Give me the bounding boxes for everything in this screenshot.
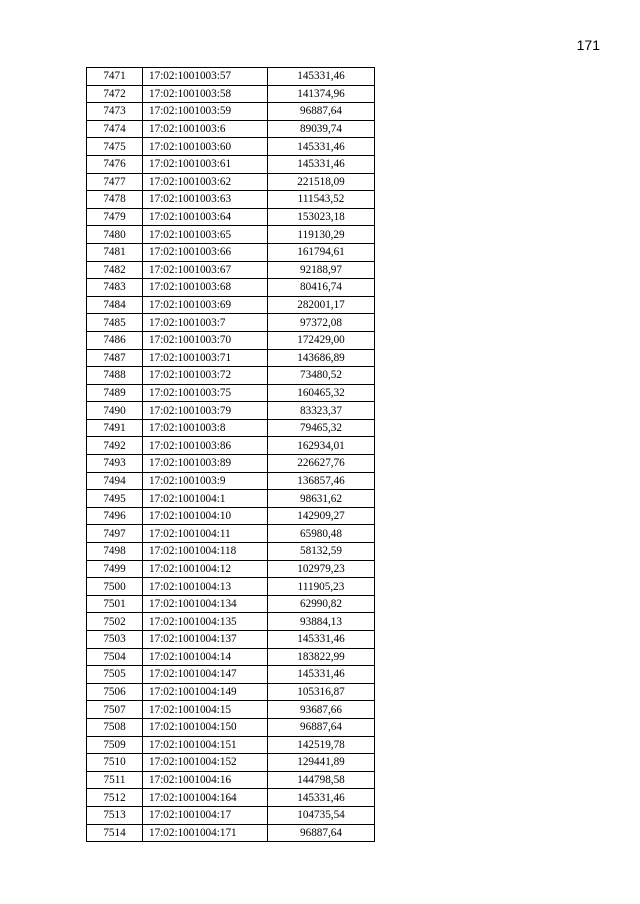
cadastral-value-cell: 141374,96 bbox=[268, 85, 375, 103]
cadastral-value-cell: 96887,64 bbox=[268, 824, 375, 842]
cadastral-value-cell: 105316,87 bbox=[268, 683, 375, 701]
cadastral-number-cell: 17:02:1001003:70 bbox=[143, 331, 268, 349]
cadastral-value-cell: 58132,59 bbox=[268, 543, 375, 561]
row-number-cell: 7506 bbox=[87, 683, 143, 701]
table-row bbox=[87, 631, 375, 649]
table-row bbox=[87, 613, 375, 631]
table-row bbox=[87, 824, 375, 842]
cadastral-number-cell: 17:02:1001003:72 bbox=[143, 367, 268, 385]
table-row bbox=[87, 578, 375, 596]
row-number-cell: 7472 bbox=[87, 85, 143, 103]
cadastral-number-cell: 17:02:1001003:62 bbox=[143, 173, 268, 191]
cadastral-value-cell: 144798,58 bbox=[268, 771, 375, 789]
cadastral-number-cell: 17:02:1001003:65 bbox=[143, 226, 268, 244]
table-row bbox=[87, 402, 375, 420]
row-number-cell: 7511 bbox=[87, 771, 143, 789]
cadastral-number-cell: 17:02:1001003:58 bbox=[143, 85, 268, 103]
cadastral-number-cell: 17:02:1001003:9 bbox=[143, 472, 268, 490]
row-number-cell: 7473 bbox=[87, 103, 143, 121]
table-row bbox=[87, 490, 375, 508]
cadastral-value-cell: 142909,27 bbox=[268, 507, 375, 525]
row-number-cell: 7513 bbox=[87, 806, 143, 824]
row-number-cell: 7492 bbox=[87, 437, 143, 455]
row-number-cell: 7491 bbox=[87, 419, 143, 437]
cadastral-number-cell: 17:02:1001003:79 bbox=[143, 402, 268, 420]
cadastral-number-cell: 17:02:1001004:134 bbox=[143, 595, 268, 613]
table-row bbox=[87, 525, 375, 543]
cadastral-value-cell: 129441,89 bbox=[268, 754, 375, 772]
table-row bbox=[87, 560, 375, 578]
table-row bbox=[87, 543, 375, 561]
cadastral-value-cell: 183822,99 bbox=[268, 648, 375, 666]
table-row bbox=[87, 472, 375, 490]
cadastral-number-cell: 17:02:1001004:14 bbox=[143, 648, 268, 666]
row-number-cell: 7486 bbox=[87, 331, 143, 349]
cadastral-value-cell: 172429,00 bbox=[268, 331, 375, 349]
row-number-cell: 7488 bbox=[87, 367, 143, 385]
row-number-cell: 7497 bbox=[87, 525, 143, 543]
cadastral-number-cell: 17:02:1001004:147 bbox=[143, 666, 268, 684]
row-number-cell: 7487 bbox=[87, 349, 143, 367]
row-number-cell: 7499 bbox=[87, 560, 143, 578]
cadastral-value-cell: 111543,52 bbox=[268, 191, 375, 209]
cadastral-number-cell: 17:02:1001004:164 bbox=[143, 789, 268, 807]
cadastral-value-cell: 62990,82 bbox=[268, 595, 375, 613]
table-row bbox=[87, 349, 375, 367]
cadastral-number-cell: 17:02:1001003:67 bbox=[143, 261, 268, 279]
cadastral-number-cell: 17:02:1001004:11 bbox=[143, 525, 268, 543]
cadastral-value-cell: 143686,89 bbox=[268, 349, 375, 367]
row-number-cell: 7484 bbox=[87, 296, 143, 314]
cadastral-number-cell: 17:02:1001003:7 bbox=[143, 314, 268, 332]
row-number-cell: 7485 bbox=[87, 314, 143, 332]
table-row bbox=[87, 296, 375, 314]
cadastral-number-cell: 17:02:1001003:75 bbox=[143, 384, 268, 402]
row-number-cell: 7489 bbox=[87, 384, 143, 402]
row-number-cell: 7500 bbox=[87, 578, 143, 596]
table-row bbox=[87, 138, 375, 156]
table-row bbox=[87, 419, 375, 437]
table-row bbox=[87, 367, 375, 385]
cadastral-value-cell: 93884,13 bbox=[268, 613, 375, 631]
cadastral-value-cell: 145331,46 bbox=[268, 138, 375, 156]
table-row bbox=[87, 771, 375, 789]
cadastral-value-cell: 73480,52 bbox=[268, 367, 375, 385]
cadastral-number-cell: 17:02:1001003:68 bbox=[143, 279, 268, 297]
cadastral-number-cell: 17:02:1001003:66 bbox=[143, 243, 268, 261]
cadastral-value-cell: 89039,74 bbox=[268, 120, 375, 138]
cadastral-number-cell: 17:02:1001004:118 bbox=[143, 543, 268, 561]
table-row bbox=[87, 754, 375, 772]
cadastral-number-cell: 17:02:1001004:171 bbox=[143, 824, 268, 842]
cadastral-value-cell: 145331,46 bbox=[268, 155, 375, 173]
cadastral-number-cell: 17:02:1001003:59 bbox=[143, 103, 268, 121]
row-number-cell: 7505 bbox=[87, 666, 143, 684]
cadastral-value-cell: 93687,66 bbox=[268, 701, 375, 719]
row-number-cell: 7514 bbox=[87, 824, 143, 842]
table-row bbox=[87, 226, 375, 244]
row-number-cell: 7471 bbox=[87, 68, 143, 86]
row-number-cell: 7495 bbox=[87, 490, 143, 508]
cadastral-value-cell: 282001,17 bbox=[268, 296, 375, 314]
table-row bbox=[87, 595, 375, 613]
cadastral-value-cell: 161794,61 bbox=[268, 243, 375, 261]
row-number-cell: 7482 bbox=[87, 261, 143, 279]
cadastral-value-cell: 145331,46 bbox=[268, 666, 375, 684]
cadastral-number-cell: 17:02:1001003:71 bbox=[143, 349, 268, 367]
cadastral-number-cell: 17:02:1001003:6 bbox=[143, 120, 268, 138]
row-number-cell: 7478 bbox=[87, 191, 143, 209]
cadastral-value-cell: 160465,32 bbox=[268, 384, 375, 402]
cadastral-value-cell: 79465,32 bbox=[268, 419, 375, 437]
cadastral-number-cell: 17:02:1001004:16 bbox=[143, 771, 268, 789]
table-row bbox=[87, 208, 375, 226]
cadastral-number-cell: 17:02:1001004:13 bbox=[143, 578, 268, 596]
table-row bbox=[87, 261, 375, 279]
cadastral-number-cell: 17:02:1001004:1 bbox=[143, 490, 268, 508]
table-row bbox=[87, 103, 375, 121]
cadastral-value-cell: 96887,64 bbox=[268, 718, 375, 736]
cadastral-value-cell: 102979,23 bbox=[268, 560, 375, 578]
row-number-cell: 7509 bbox=[87, 736, 143, 754]
cadastral-value-cell: 145331,46 bbox=[268, 68, 375, 86]
cadastral-value-cell: 65980,48 bbox=[268, 525, 375, 543]
row-number-cell: 7508 bbox=[87, 718, 143, 736]
cadastral-number-cell: 17:02:1001004:150 bbox=[143, 718, 268, 736]
table-row bbox=[87, 191, 375, 209]
row-number-cell: 7477 bbox=[87, 173, 143, 191]
row-number-cell: 7510 bbox=[87, 754, 143, 772]
cadastral-number-cell: 17:02:1001003:57 bbox=[143, 68, 268, 86]
row-number-cell: 7476 bbox=[87, 155, 143, 173]
table-row bbox=[87, 648, 375, 666]
cadastral-number-cell: 17:02:1001004:15 bbox=[143, 701, 268, 719]
cadastral-number-cell: 17:02:1001003:69 bbox=[143, 296, 268, 314]
table-row bbox=[87, 666, 375, 684]
table-row bbox=[87, 736, 375, 754]
cadastral-number-cell: 17:02:1001004:149 bbox=[143, 683, 268, 701]
table-body bbox=[87, 68, 375, 842]
row-number-cell: 7493 bbox=[87, 455, 143, 473]
cadastral-number-cell: 17:02:1001004:135 bbox=[143, 613, 268, 631]
cadastral-value-cell: 145331,46 bbox=[268, 789, 375, 807]
cadastral-value-cell: 226627,76 bbox=[268, 455, 375, 473]
cadastral-number-cell: 17:02:1001004:17 bbox=[143, 806, 268, 824]
cadastral-value-cell: 96887,64 bbox=[268, 103, 375, 121]
table-row bbox=[87, 806, 375, 824]
cadastral-number-cell: 17:02:1001003:86 bbox=[143, 437, 268, 455]
cadastral-value-cell: 111905,23 bbox=[268, 578, 375, 596]
table-row bbox=[87, 173, 375, 191]
row-number-cell: 7496 bbox=[87, 507, 143, 525]
cadastral-value-cell: 97372,08 bbox=[268, 314, 375, 332]
row-number-cell: 7483 bbox=[87, 279, 143, 297]
cadastral-value-cell: 98631,62 bbox=[268, 490, 375, 508]
row-number-cell: 7480 bbox=[87, 226, 143, 244]
cadastral-value-cell: 162934,01 bbox=[268, 437, 375, 455]
table-row bbox=[87, 243, 375, 261]
row-number-cell: 7504 bbox=[87, 648, 143, 666]
cadastral-value-cell: 145331,46 bbox=[268, 631, 375, 649]
table-row bbox=[87, 507, 375, 525]
table-row bbox=[87, 85, 375, 103]
cadastral-number-cell: 17:02:1001004:10 bbox=[143, 507, 268, 525]
table-row bbox=[87, 68, 375, 86]
row-number-cell: 7494 bbox=[87, 472, 143, 490]
cadastral-value-cell: 142519,78 bbox=[268, 736, 375, 754]
cadastral-number-cell: 17:02:1001003:89 bbox=[143, 455, 268, 473]
row-number-cell: 7503 bbox=[87, 631, 143, 649]
row-number-cell: 7512 bbox=[87, 789, 143, 807]
row-number-cell: 7501 bbox=[87, 595, 143, 613]
table-row bbox=[87, 455, 375, 473]
cadastral-number-cell: 17:02:1001003:60 bbox=[143, 138, 268, 156]
row-number-cell: 7481 bbox=[87, 243, 143, 261]
cadastral-value-cell: 221518,09 bbox=[268, 173, 375, 191]
cadastral-value-cell: 153023,18 bbox=[268, 208, 375, 226]
cadastral-number-cell: 17:02:1001004:137 bbox=[143, 631, 268, 649]
cadastral-number-cell: 17:02:1001003:8 bbox=[143, 419, 268, 437]
table-row bbox=[87, 314, 375, 332]
table-row bbox=[87, 789, 375, 807]
cadastral-value-cell: 136857,46 bbox=[268, 472, 375, 490]
cadastral-value-cell: 92188,97 bbox=[268, 261, 375, 279]
row-number-cell: 7498 bbox=[87, 543, 143, 561]
cadastral-number-cell: 17:02:1001003:64 bbox=[143, 208, 268, 226]
cadastral-value-cell: 104735,54 bbox=[268, 806, 375, 824]
cadastral-number-cell: 17:02:1001004:151 bbox=[143, 736, 268, 754]
cadastral-value-cell: 80416,74 bbox=[268, 279, 375, 297]
cadastral-value-cell: 119130,29 bbox=[268, 226, 375, 244]
page-number: 171 bbox=[576, 37, 600, 53]
table-row bbox=[87, 718, 375, 736]
cadastral-value-cell: 83323,37 bbox=[268, 402, 375, 420]
table-row bbox=[87, 384, 375, 402]
cadastral-number-cell: 17:02:1001003:63 bbox=[143, 191, 268, 209]
table-row bbox=[87, 331, 375, 349]
row-number-cell: 7507 bbox=[87, 701, 143, 719]
cadastral-number-cell: 17:02:1001003:61 bbox=[143, 155, 268, 173]
row-number-cell: 7475 bbox=[87, 138, 143, 156]
table-row bbox=[87, 683, 375, 701]
table-row bbox=[87, 279, 375, 297]
table-row bbox=[87, 120, 375, 138]
row-number-cell: 7490 bbox=[87, 402, 143, 420]
cadastral-number-cell: 17:02:1001004:12 bbox=[143, 560, 268, 578]
row-number-cell: 7474 bbox=[87, 120, 143, 138]
row-number-cell: 7479 bbox=[87, 208, 143, 226]
table-row bbox=[87, 437, 375, 455]
cadastral-number-cell: 17:02:1001004:152 bbox=[143, 754, 268, 772]
table-row bbox=[87, 155, 375, 173]
table-row bbox=[87, 701, 375, 719]
cadastral-value-table bbox=[86, 67, 375, 842]
row-number-cell: 7502 bbox=[87, 613, 143, 631]
